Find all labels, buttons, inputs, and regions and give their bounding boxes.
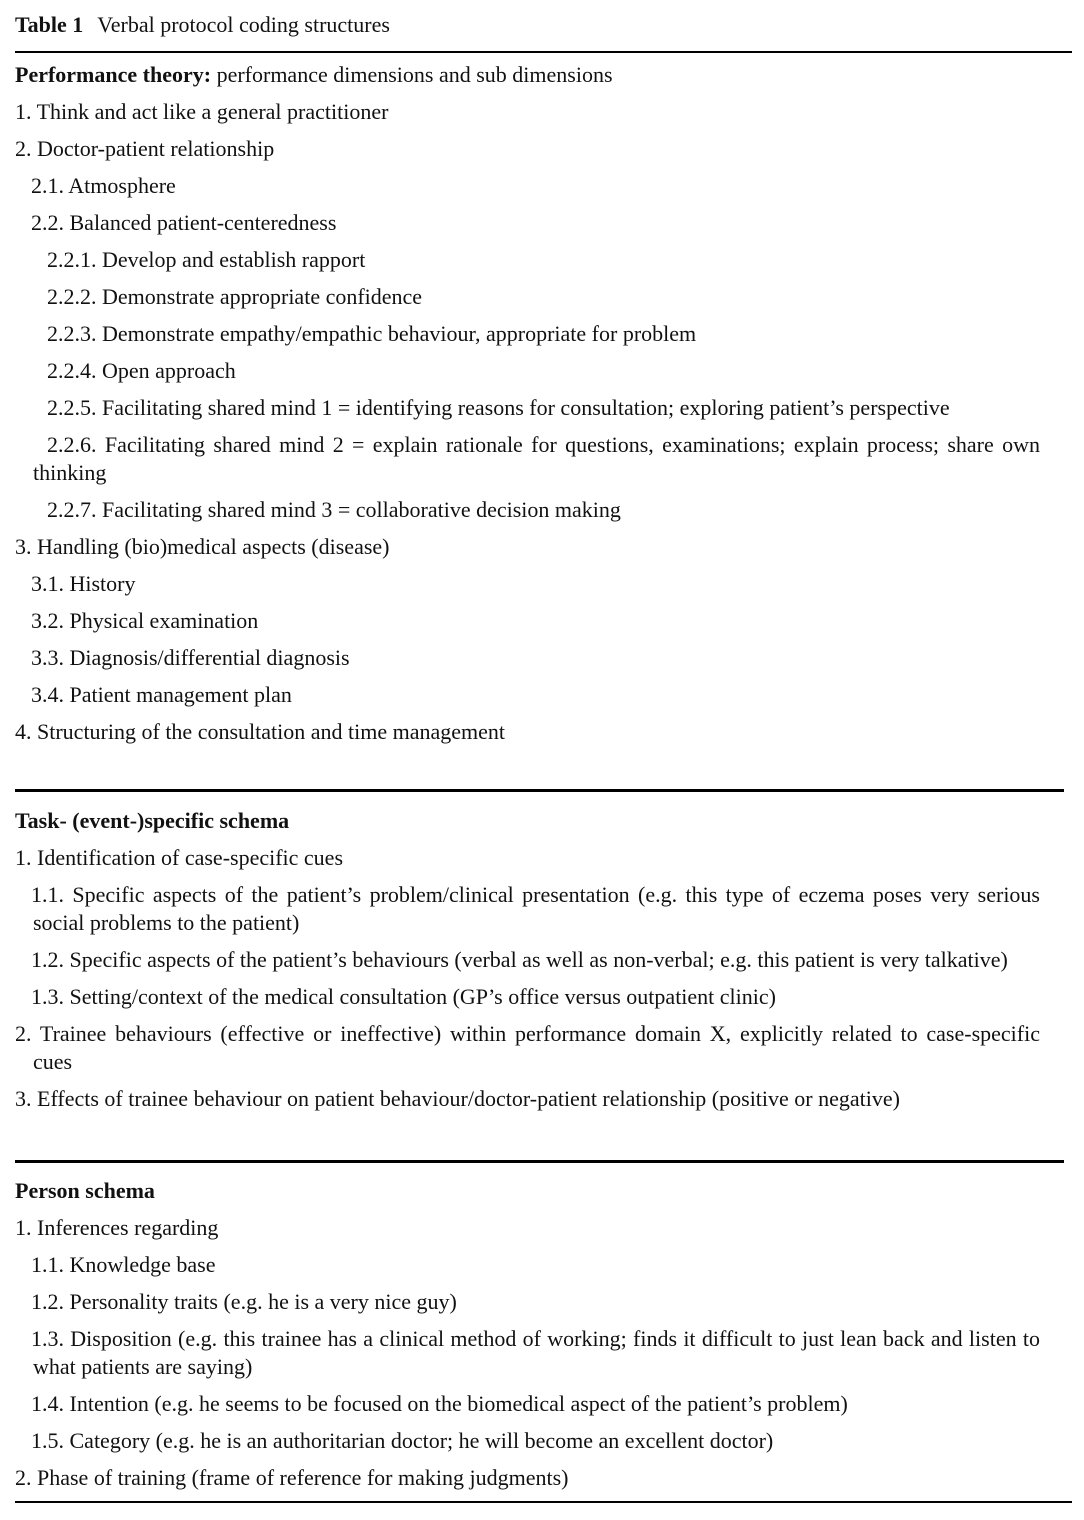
coding-item: 1.1. Specific aspects of the patient’s problem/clinical presentation (e.g. this type of eczema poses very serious social problems to the patient) [31, 882, 1040, 935]
coding-item: 2.2.6. Facilitating shared mind 2 = explain rationale for questions, examinations; explain process; share own thinking [33, 432, 1040, 485]
coding-item: 1.4. Intention (e.g. he seems to be focused on the biomedical aspect of the patient’s problem) [31, 1391, 848, 1416]
coding-item: 1.1. Knowledge base [31, 1252, 216, 1277]
coding-item: 2.1. Atmosphere [31, 173, 176, 198]
coding-item: 2. Trainee behaviours (effective or ineffective) within performance domain X, explicitly related to case-specific cues [15, 1021, 1040, 1074]
coding-item: 2.2.3. Demonstrate empathy/empathic behaviour, appropriate for problem [47, 321, 697, 346]
section-performance-theory [0, 61, 1084, 755]
coding-item: 3.1. History [31, 571, 136, 596]
section-task-schema [0, 807, 1084, 1122]
coding-item: 1.3. Disposition (e.g. this trainee has a clinical method of working; finds it difficult to just lean back and listen to what patients are saying) [31, 1326, 1040, 1379]
coding-item: 4. Structuring of the consultation and time management [15, 719, 505, 744]
bottom-rule [15, 1501, 1072, 1503]
coding-item: 2. Doctor-patient relationship [15, 136, 275, 161]
coding-item: 2.2.7. Facilitating shared mind 3 = collaborative decision making [47, 497, 621, 522]
coding-item: 2. Phase of training (frame of reference for making judgments) [15, 1465, 569, 1490]
section-heading-bold: Performance theory: [15, 62, 212, 87]
section-divider [15, 789, 1064, 792]
section-heading [0, 1177, 1084, 1214]
section-person-schema [0, 1177, 1084, 1501]
coding-item: 1.5. Category (e.g. he is an authoritarian doctor; he will become an excellent doctor) [31, 1428, 774, 1453]
table-title: Verbal protocol coding structures [97, 12, 390, 37]
coding-item: 3.3. Diagnosis/differential diagnosis [31, 645, 350, 670]
section-heading [0, 61, 1084, 98]
section-heading [0, 807, 1084, 844]
coding-item: 2.2.1. Develop and establish rapport [47, 247, 366, 272]
coding-item: 1.2. Personality traits (e.g. he is a very nice guy) [31, 1289, 457, 1314]
coding-item: 3. Handling (bio)medical aspects (disease) [15, 534, 390, 559]
table-label: Table 1 [15, 12, 84, 37]
coding-item: 1.2. Specific aspects of the patient’s behaviours (verbal as well as non-verbal; e.g. this patient is very talkative) [31, 947, 1008, 972]
coding-item: 1. Think and act like a general practitioner [15, 99, 389, 124]
coding-item: 3.2. Physical examination [31, 608, 259, 633]
coding-item: 2.2.2. Demonstrate appropriate confidence [47, 284, 423, 309]
coding-item: 3.4. Patient management plan [31, 682, 292, 707]
section-heading-rest: performance dimensions and sub dimensions [211, 62, 613, 87]
coding-item: 2.2. Balanced patient-centeredness [31, 210, 337, 235]
table-caption [15, 11, 390, 39]
coding-item: 2.2.4. Open approach [47, 358, 236, 383]
section-heading-bold: Person schema [15, 1178, 155, 1203]
coding-item: 1. Identification of case-specific cues [15, 845, 344, 870]
section-heading-bold: Task- (event-)specific schema [15, 808, 290, 833]
coding-item: 2.2.5. Facilitating shared mind 1 = identifying reasons for consultation; exploring patient’s perspective [47, 395, 950, 420]
coding-item: 1. Inferences regarding [15, 1215, 219, 1240]
section-divider [15, 1160, 1064, 1163]
coding-item: 3. Effects of trainee behaviour on patient behaviour/doctor-patient relationship (positive or negative) [15, 1086, 900, 1111]
coding-item: 1.3. Setting/context of the medical consultation (GP’s office versus outpatient clinic) [31, 984, 776, 1009]
top-rule [15, 51, 1072, 53]
